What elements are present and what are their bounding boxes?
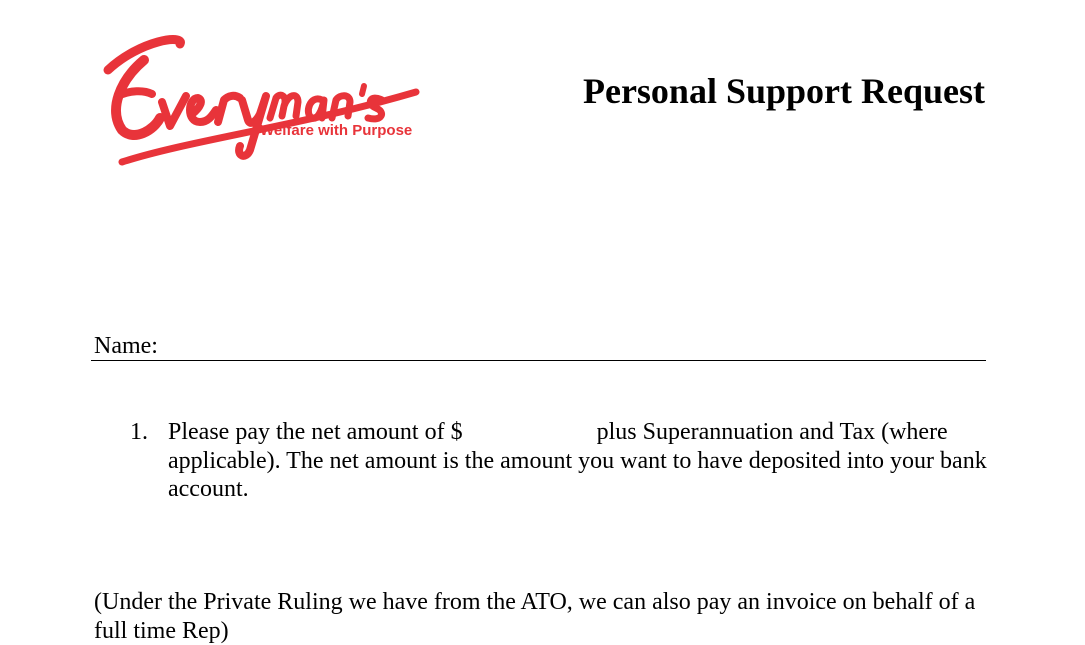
everymans-wordmark-graphic [100, 30, 430, 170]
document-title: Personal Support Request [582, 71, 985, 111]
everymans-logo [100, 30, 430, 170]
private-ruling-note: (Under the Private Ruling we have from the ATO, we can also pay an invoice on behalf of a full time Rep) [94, 589, 976, 644]
amount-prefix-text: Please pay the net amount of $ [168, 419, 463, 445]
amount-suffix-text: plus Superannuation and Tax (where applicable). The net amount is the amount you want to have deposited into your bank account. [168, 419, 987, 502]
name-field-row[interactable] [91, 332, 986, 361]
name-label: Name: [94, 333, 158, 359]
logo-tagline: Welfare with Purpose [260, 122, 413, 139]
list-item-number: 1. [130, 419, 148, 445]
list-item-text [168, 418, 988, 504]
